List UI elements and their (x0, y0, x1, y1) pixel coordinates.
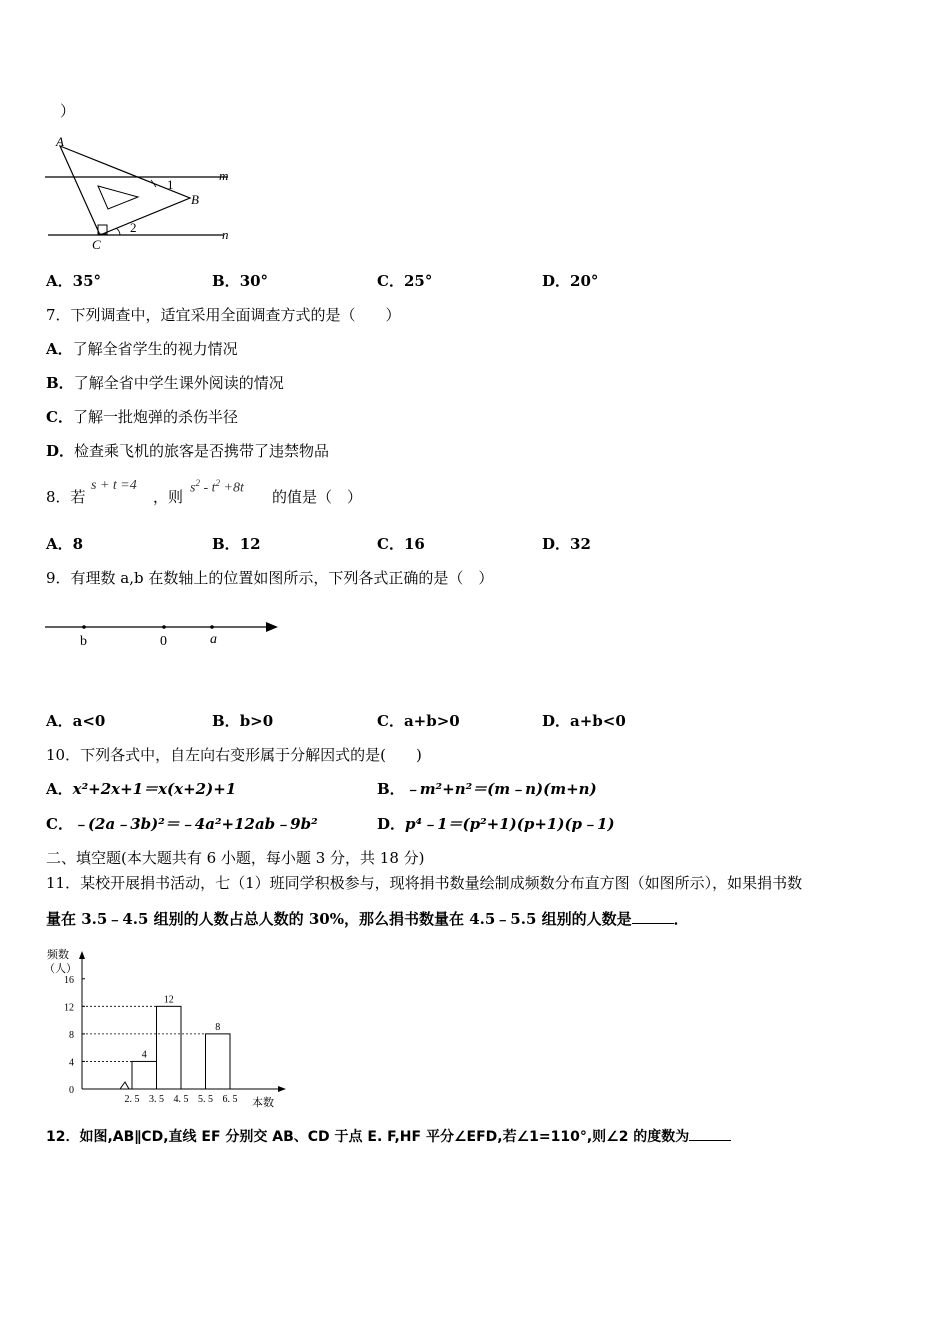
x-tick-label: 5. 5 (198, 1094, 213, 1105)
label-a: a (210, 632, 217, 647)
y-tick-label: 0 (69, 1085, 74, 1096)
y-axis-arrow (79, 951, 85, 959)
histogram-plot (44, 947, 286, 1109)
q10-stem: 10．下列各式中，自左向右变形属于分解因式的是( ) (46, 746, 422, 764)
label-c: C (92, 237, 101, 252)
y-tick-label: 4 (69, 1057, 74, 1069)
q8-option-c[interactable]: C．16 (377, 535, 425, 553)
number-line-arrow (266, 622, 278, 632)
previous-question-fragment: ） (60, 102, 76, 120)
label-b: B (191, 192, 199, 207)
q7-stem: 7．下列调查中，适宜采用全面调查方式的是（ ） (46, 306, 401, 324)
label-angle-2: 2 (130, 220, 137, 235)
q8-stem-suffix: 的值是（ ） (272, 488, 363, 506)
q12-answer-blank[interactable] (689, 1126, 731, 1141)
q9-option-b[interactable]: B．b>0 (212, 712, 274, 730)
label-zero: 0 (160, 634, 167, 649)
q10-option-a[interactable]: A．x²+2x+1＝x(x+2)+1 (46, 780, 237, 798)
q9-number-line (40, 612, 285, 652)
q8-stem-mid: ，则 (153, 488, 184, 506)
q12-text: 12．如图,AB∥CD,直线 EF 分别交 AB、CD 于点 E. F,HF 平分∠EFD,若∠1=110°,则∠2 的度数为 (46, 1126, 731, 1146)
q7-option-c[interactable]: C．了解一批炮弹的杀伤半径 (46, 408, 238, 426)
q8-option-b[interactable]: B．12 (212, 535, 261, 553)
q8-stem-prefix: 8．若 (46, 488, 86, 506)
label-a: A (56, 134, 64, 149)
q11-answer-blank[interactable] (632, 909, 674, 924)
point-zero (162, 625, 166, 629)
x-axis-label: 本数 (252, 1097, 274, 1109)
label-b: b (80, 634, 87, 649)
q7-option-d[interactable]: D．检查乘飞机的旅客是否携带了违禁物品 (46, 442, 330, 460)
x-tick-label: 3. 5 (149, 1094, 164, 1105)
q6-option-b[interactable]: B．30° (212, 272, 269, 290)
q8-option-d[interactable]: D．32 (542, 535, 591, 553)
q7-option-b[interactable]: B．了解全省中学生课外阅读的情况 (46, 374, 284, 392)
y-tick-label: 8 (69, 1029, 74, 1041)
y-tick-label: 12 (64, 1002, 74, 1014)
bar-data-label: 4 (141, 1049, 147, 1061)
bar-data-label: 12 (163, 994, 174, 1006)
q10-option-d[interactable]: D．p⁴﹣1＝(p²+1)(p+1)(p﹣1) (377, 815, 615, 833)
x-tick-label: 4. 5 (173, 1094, 189, 1105)
q9-stem: 9．有理数 a,b 在数轴上的位置如图所示，下列各式正确的是（ ） (46, 569, 494, 587)
histogram-bar (206, 1034, 231, 1089)
q6-triangle-figure (38, 132, 248, 254)
q6-option-a[interactable]: A．35° (46, 272, 102, 290)
axis-break (120, 1082, 129, 1089)
q8-condition: s + t =4 (91, 478, 137, 493)
angle2-arc (116, 228, 120, 235)
histogram-chart (40, 945, 290, 1110)
q7-option-a[interactable]: A．了解全省学生的视力情况 (46, 340, 238, 358)
histogram-bar (157, 1006, 182, 1089)
inner-triangle (98, 186, 138, 209)
y-axis-label-unit: （人） (44, 963, 77, 975)
section-2-heading: 二、填空题(本大题共有 6 小题，每小题 3 分，共 18 分) (46, 849, 425, 867)
x-tick-label: 6. 5 (222, 1094, 238, 1105)
q10-option-c[interactable]: C．﹣(2a﹣3b)²＝﹣4a²+12ab﹣9b² (46, 815, 318, 833)
q8-option-a[interactable]: A．8 (46, 535, 84, 553)
q6-option-c[interactable]: C．25° (377, 272, 433, 290)
label-m: m (219, 168, 229, 183)
q11-line2: 量在 3.5﹣4.5 组别的人数占总人数的 30%，那么捐书数量在 4.5﹣5.5 组别的人数是 ． (46, 910, 689, 928)
label-n: n (222, 227, 229, 242)
point-b (82, 625, 86, 629)
q11-line1: 11．某校开展捐书活动，七（1）班同学积极参与，现将捐书数量绘制成频数分布直方图（如图所示），如果捐书数 (46, 874, 803, 892)
point-a (210, 625, 214, 629)
y-tick-label: 16 (64, 974, 74, 986)
q6-option-d[interactable]: D．20° (542, 272, 599, 290)
q9-option-d[interactable]: D．a+b<0 (542, 712, 626, 730)
histogram-bar (132, 1061, 157, 1089)
x-tick-label: 2. 5 (124, 1094, 140, 1105)
y-axis-label: 频数 (47, 949, 69, 961)
q10-option-b[interactable]: B．﹣m²+n²＝(m﹣n)(m+n) (377, 780, 597, 798)
bar-data-label: 8 (215, 1021, 221, 1033)
label-angle-1: 1 (167, 177, 174, 192)
x-axis-arrow (278, 1086, 286, 1092)
q9-option-c[interactable]: C．a+b>0 (377, 712, 460, 730)
q8-expression: $s^2 - t^2 +8t$ (190, 478, 244, 496)
q9-option-a[interactable]: A．a<0 (46, 712, 106, 730)
